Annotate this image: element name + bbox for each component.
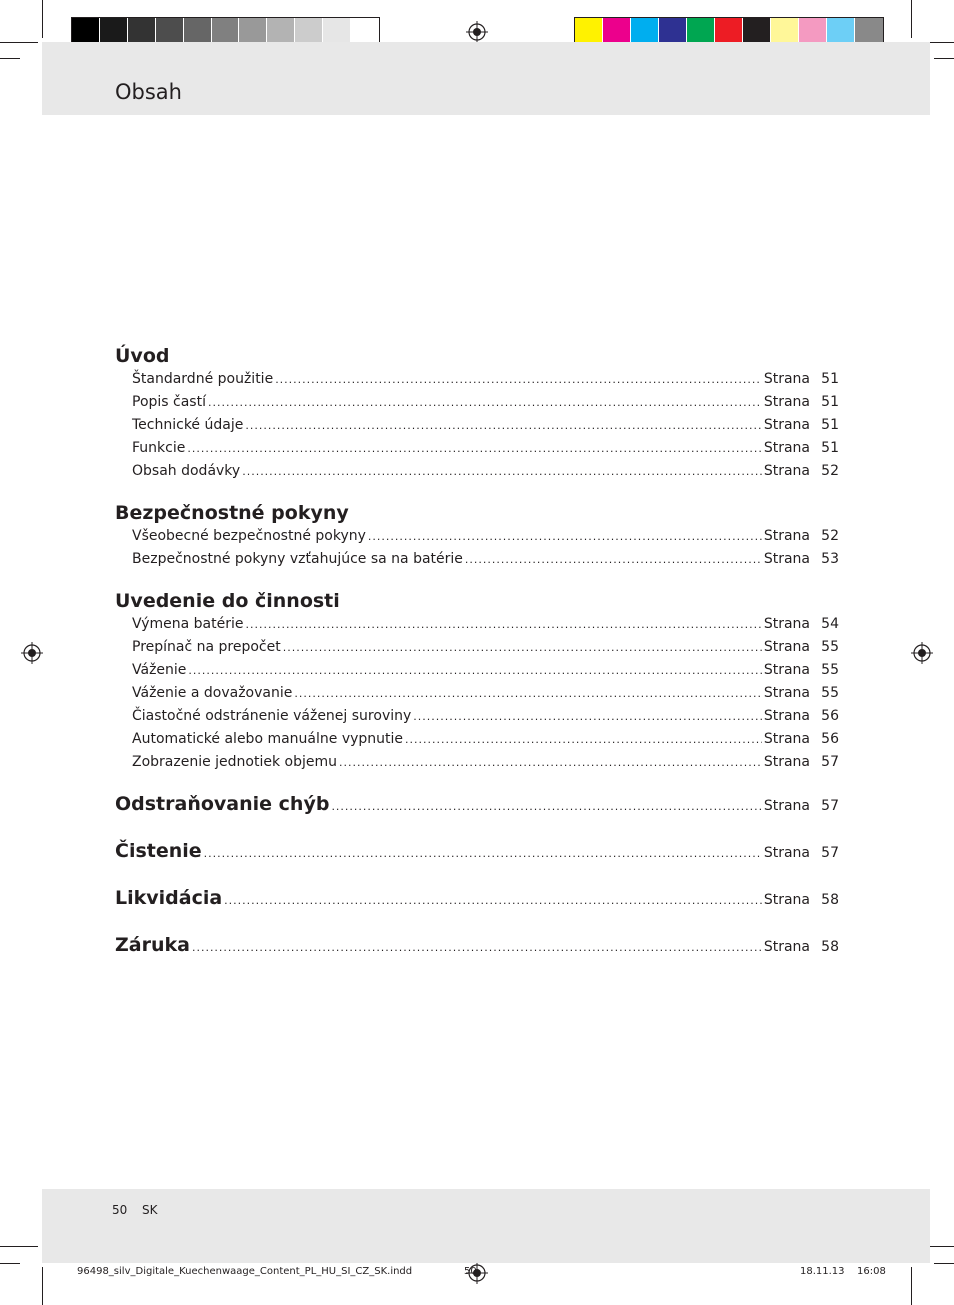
- toc-entry-label: Výmena batérie: [132, 616, 244, 632]
- slug-time: 16:08: [857, 1266, 886, 1277]
- toc-page-label: Strana: [763, 371, 810, 387]
- toc-page-ref: [764, 705, 839, 727]
- toc-page-label: Strana: [763, 551, 810, 567]
- crop-mark: [42, 1267, 43, 1305]
- toc-page-label: Strana: [763, 731, 810, 747]
- toc-leader-dots: [224, 889, 762, 913]
- toc-entry-label: Bezpečnostné pokyny vzťahujúce sa na batérie: [132, 551, 463, 567]
- toc-page-label: Strana: [763, 685, 810, 701]
- crop-mark: [0, 1263, 20, 1264]
- toc-page-ref: [764, 659, 839, 681]
- toc-leader-dots: [283, 637, 762, 659]
- toc-leader-dots: [465, 549, 762, 571]
- toc-leader-dots: [245, 614, 761, 636]
- toc-entry: [115, 391, 839, 414]
- gray-swatch: [184, 18, 212, 45]
- toc-page-ref: [764, 682, 839, 704]
- crop-mark: [911, 1267, 912, 1305]
- crop-mark: [934, 58, 954, 59]
- toc-entry-label: Obsah dodávky: [132, 463, 241, 479]
- gray-swatch: [295, 18, 323, 45]
- registration-mark-icon: [466, 21, 488, 43]
- toc-page-ref: [764, 794, 839, 818]
- color-swatch: [575, 18, 603, 45]
- toc-entry: [115, 414, 839, 437]
- toc-entry: [115, 437, 839, 460]
- toc-major-entry-label: Odstraňovanie chýb: [115, 793, 330, 815]
- toc-page-number: 53: [821, 551, 839, 567]
- toc-section: [115, 501, 839, 571]
- toc-section: [115, 344, 839, 483]
- footer-language: SK: [142, 1203, 158, 1217]
- toc-entry: [115, 460, 839, 483]
- toc-leader-dots: [242, 461, 762, 483]
- toc-page-label: Strana: [763, 892, 810, 908]
- toc-major-entry: [115, 933, 839, 960]
- toc-entry: [115, 636, 839, 659]
- toc-page-label: Strana: [763, 394, 810, 410]
- toc-page-number: 55: [821, 685, 839, 701]
- slug-page: 50: [464, 1266, 477, 1277]
- toc-page-label: Strana: [763, 463, 810, 479]
- toc-entry-label: Automatické alebo manuálne vypnutie: [132, 731, 404, 747]
- toc-major-entry: [115, 886, 839, 913]
- toc-major-entry: [115, 792, 839, 819]
- toc-entry-label: Váženie a dovažovanie: [132, 685, 293, 701]
- toc-page-number: 51: [821, 417, 839, 433]
- toc-major-entry-label: Čistenie: [115, 840, 202, 862]
- gray-swatch: [128, 18, 156, 45]
- toc-page-label: Strana: [763, 440, 810, 456]
- toc-leader-dots: [331, 795, 761, 819]
- toc-page-ref: [764, 525, 839, 547]
- toc-page-label: Strana: [763, 417, 810, 433]
- toc-page-label: Strana: [763, 662, 810, 678]
- toc-entry-label: Prepínač na prepočet: [132, 639, 281, 655]
- crop-mark: [934, 1263, 954, 1264]
- gray-swatch: [156, 18, 184, 45]
- toc-leader-dots: [245, 415, 761, 437]
- toc-page-number: 55: [821, 662, 839, 678]
- toc-page-number: 55: [821, 639, 839, 655]
- toc-page-number: 57: [821, 754, 839, 770]
- color-swatch: [827, 18, 855, 45]
- crop-mark: [0, 58, 20, 59]
- toc-page-ref: [764, 414, 839, 436]
- toc-page-number: 51: [821, 371, 839, 387]
- toc-page-number: 51: [821, 394, 839, 410]
- toc-section-title: Úvod: [115, 345, 170, 367]
- header-band: [42, 42, 930, 115]
- toc-page-ref: [764, 888, 839, 912]
- toc-page-number: 57: [821, 798, 839, 814]
- toc-leader-dots: [368, 526, 762, 548]
- toc-page-number: 57: [821, 845, 839, 861]
- slug-filename: 96498_silv_Digitale_Kuechenwaage_Content_PL_HU_SI_CZ_SK.indd: [77, 1266, 413, 1277]
- registration-mark-icon: [911, 642, 933, 664]
- toc-page-label: Strana: [763, 616, 810, 632]
- toc-entry-label: Čiastočné odstránenie váženej suroviny: [132, 708, 412, 724]
- gray-swatch: [351, 18, 379, 45]
- toc-page-label: Strana: [763, 639, 810, 655]
- toc-leader-dots: [413, 706, 762, 728]
- gray-swatch: [267, 18, 295, 45]
- toc-page-number: 58: [821, 892, 839, 908]
- crop-mark: [911, 0, 912, 38]
- table-of-contents: [115, 344, 839, 980]
- toc-entry: [115, 682, 839, 705]
- toc-page-ref: [764, 437, 839, 459]
- gray-swatch: [323, 18, 351, 45]
- color-swatch: [743, 18, 771, 45]
- toc-major-entry: [115, 839, 839, 866]
- toc-page-number: 58: [821, 939, 839, 955]
- toc-leader-dots: [192, 936, 762, 960]
- toc-leader-dots: [204, 842, 762, 866]
- toc-leader-dots: [188, 660, 761, 682]
- color-swatch: [855, 18, 883, 45]
- toc-entry: [115, 548, 839, 571]
- toc-leader-dots: [294, 683, 761, 705]
- toc-major-entry-label: Likvidácia: [115, 887, 223, 909]
- page-title: Obsah: [115, 80, 182, 104]
- gray-swatch: [100, 18, 128, 45]
- toc-page-ref: [764, 841, 839, 865]
- gray-swatch: [239, 18, 267, 45]
- toc-page-number: 56: [821, 708, 839, 724]
- toc-entry: [115, 368, 839, 391]
- toc-leader-dots: [208, 392, 762, 414]
- color-swatch: [771, 18, 799, 45]
- gray-swatch: [72, 18, 100, 45]
- toc-entry: [115, 659, 839, 682]
- toc-page-label: Strana: [763, 939, 810, 955]
- toc-entry: [115, 728, 839, 751]
- toc-entry-label: Štandardné použitie: [132, 371, 274, 387]
- toc-leader-dots: [275, 369, 762, 391]
- color-swatch: [631, 18, 659, 45]
- toc-entry: [115, 705, 839, 728]
- slug-date: 18.11.13: [800, 1266, 845, 1277]
- toc-entry-label: Váženie: [132, 662, 187, 678]
- toc-leader-dots: [405, 729, 762, 751]
- toc-section-title: Bezpečnostné pokyny: [115, 502, 349, 524]
- toc-page-number: 51: [821, 440, 839, 456]
- toc-entry: [115, 751, 839, 774]
- toc-entry-label: Všeobecné bezpečnostné pokyny: [132, 528, 366, 544]
- toc-page-number: 52: [821, 463, 839, 479]
- color-swatch: [799, 18, 827, 45]
- toc-page-ref: [764, 636, 839, 658]
- toc-page-number: 52: [821, 528, 839, 544]
- toc-page-ref: [764, 935, 839, 959]
- toc-entry: [115, 525, 839, 548]
- toc-page-number: 56: [821, 731, 839, 747]
- toc-page-ref: [764, 751, 839, 773]
- gray-swatch: [212, 18, 240, 45]
- toc-entry-label: Funkcie: [132, 440, 186, 456]
- color-swatch: [715, 18, 743, 45]
- color-swatch: [603, 18, 631, 45]
- toc-major-entry-label: Záruka: [115, 934, 190, 956]
- color-swatch: [659, 18, 687, 45]
- toc-page-ref: [764, 728, 839, 750]
- toc-page-ref: [764, 368, 839, 390]
- toc-leader-dots: [339, 752, 762, 774]
- toc-entry-label: Popis častí: [132, 394, 206, 410]
- toc-page-ref: [764, 460, 839, 482]
- toc-page-label: Strana: [763, 845, 810, 861]
- toc-page-ref: [764, 548, 839, 570]
- toc-page-ref: [764, 391, 839, 413]
- toc-page-ref: [764, 613, 839, 635]
- toc-page-label: Strana: [763, 798, 810, 814]
- color-swatch: [687, 18, 715, 45]
- toc-page-number: 54: [821, 616, 839, 632]
- toc-section: [115, 589, 839, 774]
- crop-mark: [0, 42, 38, 43]
- toc-entry: [115, 613, 839, 636]
- crop-mark: [0, 1246, 38, 1247]
- toc-entry-label: Zobrazenie jednotiek objemu: [132, 754, 338, 770]
- toc-leader-dots: [187, 438, 761, 460]
- footer-page-number: 50: [112, 1203, 128, 1217]
- crop-mark: [42, 0, 43, 38]
- toc-page-label: Strana: [763, 708, 810, 724]
- toc-page-label: Strana: [763, 754, 810, 770]
- footer-band: [42, 1189, 930, 1263]
- toc-page-label: Strana: [763, 528, 810, 544]
- toc-entry-label: Technické údaje: [132, 417, 244, 433]
- registration-mark-icon: [21, 642, 43, 664]
- toc-section-title: Uvedenie do činnosti: [115, 590, 340, 612]
